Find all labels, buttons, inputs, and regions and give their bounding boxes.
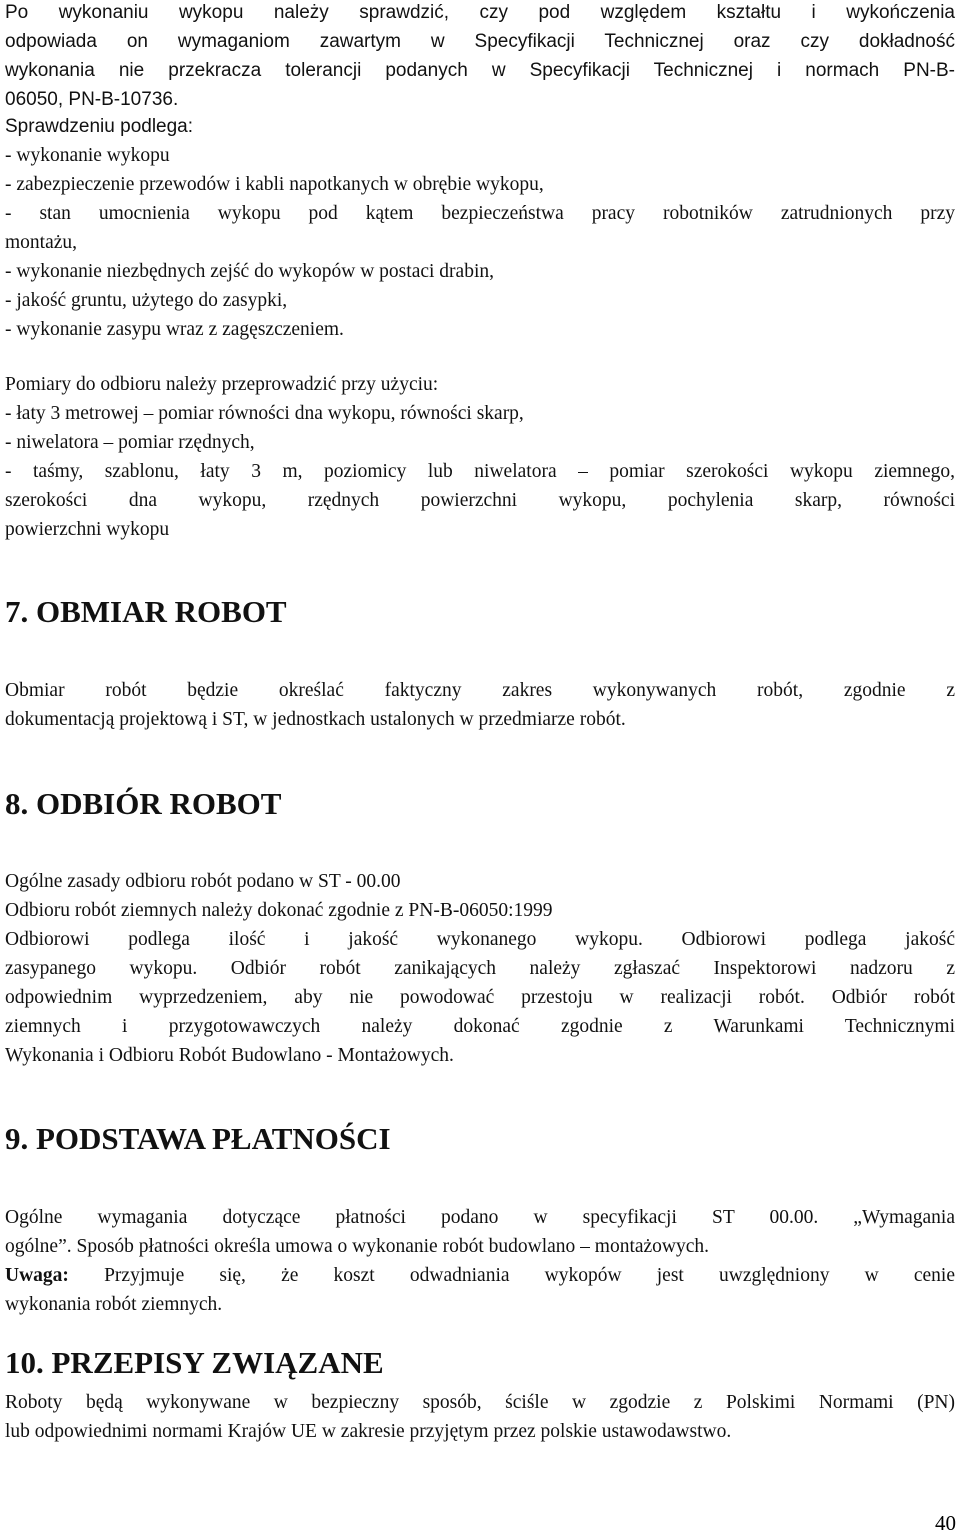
paragraph-line: Obmiar robót będzie określać faktyczny zakres wykonywanych robót, zgodnie z: [5, 680, 955, 701]
section-heading: 8. ODBIÓR ROBOT: [5, 786, 282, 821]
section-heading: 7. OBMIAR ROBOT: [5, 594, 287, 629]
paragraph-line: ziemnych i przygotowawczych należy dokonać zgodnie z Warunkami Technicznymi: [5, 1016, 955, 1037]
paragraph-line: - łaty 3 metrowej – pomiar równości dna wykopu, równości skarp,: [5, 403, 524, 424]
paragraph-line: Ogólne zasady odbioru robót podano w ST - 00.00: [5, 871, 401, 892]
paragraph-line: szerokości dna wykopu, rzędnych powierzchni wykopu, pochylenia skarp, równości: [5, 490, 955, 511]
paragraph-line: - niwelatora – pomiar rzędnych,: [5, 432, 255, 453]
section-heading: 10. PRZEPISY ZWIĄZANE: [5, 1345, 384, 1380]
note-line: wykonania robót ziemnych.: [5, 1294, 223, 1315]
paragraph-line: Wykonania i Odbioru Robót Budowlano - Montażowych.: [5, 1045, 454, 1066]
note-text: Przyjmuje się, że koszt odwadniania wykopów jest uwzględniony w cenie: [68, 1265, 955, 1286]
paragraph-line: - taśmy, szablonu, łaty 3 m, poziomicy lub niwelatora – pomiar szerokości wykopu ziemnego,: [5, 461, 955, 482]
intro-line: Po wykonaniu wykopu należy sprawdzić, czy pod względem kształtu i wykończenia: [5, 2, 955, 23]
measurements-paragraph: [5, 370, 955, 544]
paragraph-line: dokumentacją projektową i ST, w jednostkach ustalonych w przedmiarze robót.: [5, 709, 626, 730]
section-8-body: [5, 867, 955, 1070]
paragraph-line: Pomiary do odbioru należy przeprowadzić przy użyciu:: [5, 374, 439, 395]
intro-line: wykonania nie przekracza tolerancji podanych w Specyfikacji Technicznej i normach PN-B-: [5, 60, 955, 81]
paragraph-line: odpowiednim wyprzedzeniem, aby nie powodować przestoju w realizacji robót. Odbiór robót: [5, 987, 955, 1008]
intro-line: 06050, PN-B-10736.: [5, 89, 179, 110]
list-item: - zabezpieczenie przewodów i kabli napotkanych w obrębie wykopu,: [5, 174, 544, 195]
intro-line: odpowiada on wymaganiom zawartym w Specyfikacji Technicznej oraz czy dokładność: [5, 31, 955, 52]
paragraph-line: powierzchni wykopu: [5, 519, 170, 540]
paragraph-line: zasypanego wykopu. Odbiór robót zanikających należy zgłaszać Inspektorowi nadzoru z: [5, 958, 955, 979]
intro-paragraph: [5, 0, 955, 114]
list-item: montażu,: [5, 232, 78, 253]
paragraph-line: ogólne”. Sposób płatności określa umowa o wykonanie robót budowlano – montażowych.: [5, 1236, 710, 1257]
paragraph-line: Roboty będą wykonywane w bezpieczny sposób, ściśle w zgodzie z Polskimi Normami (PN): [5, 1392, 955, 1413]
section-9-body: [5, 1203, 955, 1319]
list-item: - jakość gruntu, użytego do zasypki,: [5, 290, 288, 311]
list-heading: Sprawdzeniu podlega:: [5, 116, 194, 137]
list-item: - wykonanie niezbędnych zejść do wykopów w postaci drabin,: [5, 261, 494, 282]
list-item: - wykonanie wykopu: [5, 145, 170, 166]
section-7-body: [5, 676, 955, 734]
page-number: 40: [935, 1511, 956, 1535]
section-heading: 9. PODSTAWA PŁATNOŚCI: [5, 1121, 391, 1156]
note-line: [5, 1261, 955, 1290]
list-item: - wykonanie zasypu wraz z zagęszczeniem.: [5, 319, 344, 340]
paragraph-line: Ogólne wymagania dotyczące płatności podano w specyfikacji ST 00.00. „Wymagania: [5, 1207, 955, 1228]
paragraph-line: Odbioru robót ziemnych należy dokonać zgodnie z PN-B-06050:1999: [5, 900, 553, 921]
inspection-list: [5, 112, 955, 344]
note-label: Uwaga:: [5, 1265, 69, 1286]
paragraph-line: Odbiorowi podlega ilość i jakość wykonanego wykopu. Odbiorowi podlega jakość: [5, 929, 955, 950]
section-10-body: [5, 1388, 955, 1446]
paragraph-line: lub odpowiednimi normami Krajów UE w zakresie przyjętym przez polskie ustawodawstwo.: [5, 1421, 732, 1442]
list-item: - stan umocnienia wykopu pod kątem bezpieczeństwa pracy robotników zatrudnionych przy: [5, 203, 955, 224]
